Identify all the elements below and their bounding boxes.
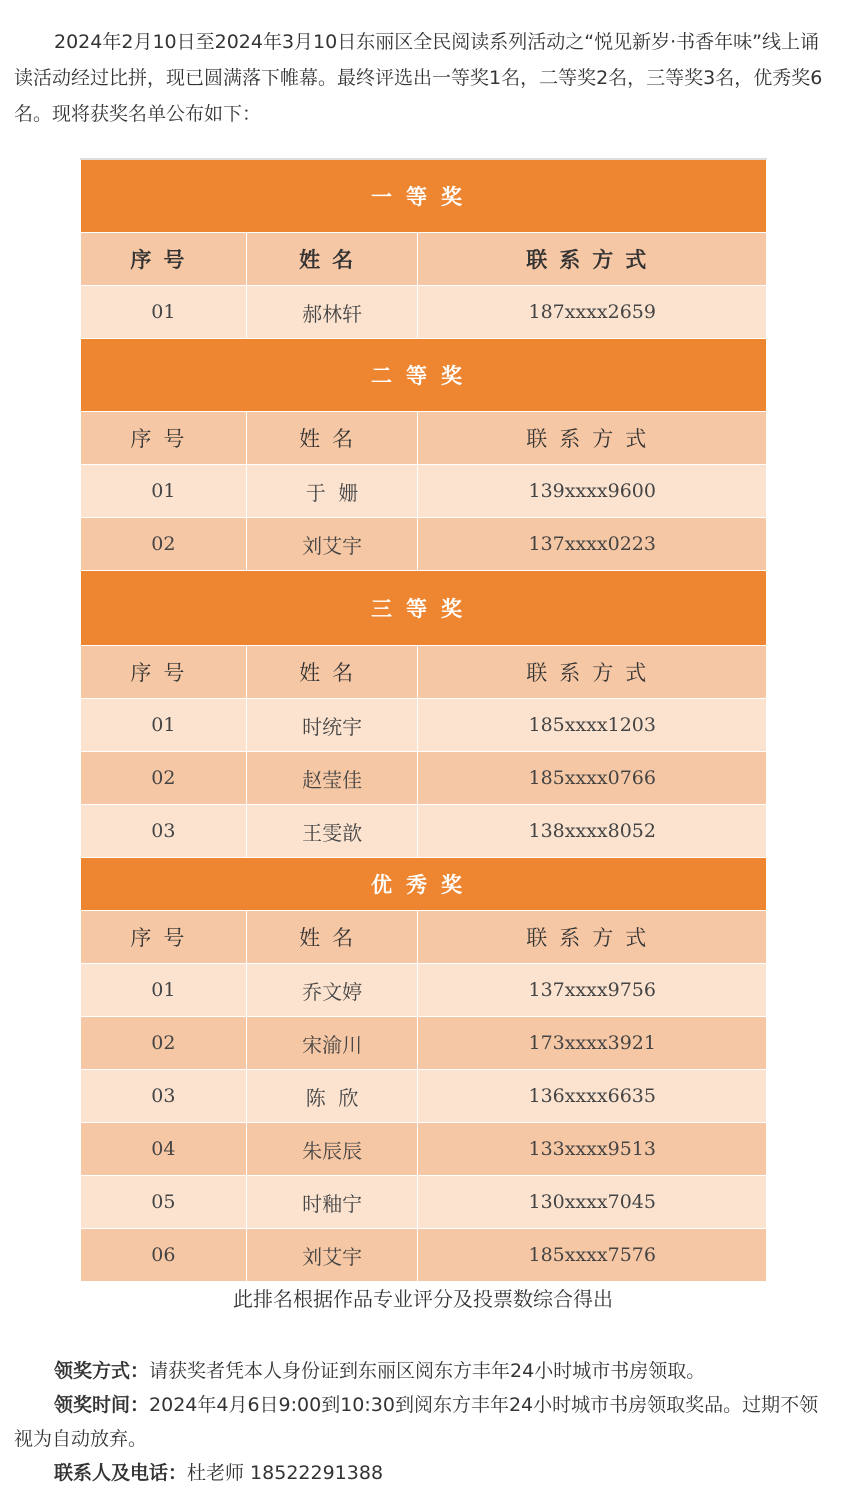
cell-name: 朱辰辰 xyxy=(246,1123,418,1176)
table-row xyxy=(81,699,767,752)
claim-method-label: 领奖方式： xyxy=(54,1360,150,1382)
cell-name: 宋渝川 xyxy=(246,1017,418,1070)
table-header-row xyxy=(81,911,767,964)
table-row xyxy=(81,964,767,1017)
table-row xyxy=(81,1176,767,1229)
header-seq: 序号 xyxy=(81,911,247,964)
cell-contact: 187xxxx2659 xyxy=(418,286,767,339)
header-contact: 联系方式 xyxy=(418,911,767,964)
award-table xyxy=(80,158,767,1282)
header-seq: 序号 xyxy=(81,646,247,699)
section-third-prize xyxy=(81,571,767,646)
cell-name: 乔文婷 xyxy=(246,964,418,1017)
table-row xyxy=(81,1070,767,1123)
cell-seq: 06 xyxy=(81,1229,247,1282)
table-row xyxy=(81,805,767,858)
cell-seq: 02 xyxy=(81,518,247,571)
section-first-prize xyxy=(81,159,767,233)
claim-method-text: 请获奖者凭本人身份证到东丽区阅东方丰年24小时城市书房领取。 xyxy=(149,1360,706,1382)
table-header-row xyxy=(81,412,767,465)
contact-label: 联系人及电话： xyxy=(54,1462,188,1484)
cell-contact: 173xxxx3921 xyxy=(418,1017,767,1070)
header-name: 姓名 xyxy=(246,412,418,465)
cell-seq: 05 xyxy=(81,1176,247,1229)
cell-contact: 133xxxx9513 xyxy=(418,1123,767,1176)
table-row xyxy=(81,286,767,339)
contact-text: 杜老师 18522291388 xyxy=(187,1462,384,1484)
section-title: 二等奖 xyxy=(81,339,767,412)
table-row xyxy=(81,1229,767,1282)
cell-name: 刘艾宇 xyxy=(246,518,418,571)
header-name: 姓名 xyxy=(246,233,418,286)
header-name: 姓名 xyxy=(246,646,418,699)
cell-seq: 02 xyxy=(81,1017,247,1070)
cell-contact: 137xxxx0223 xyxy=(418,518,767,571)
cell-name: 赵莹佳 xyxy=(246,752,418,805)
table-row xyxy=(81,752,767,805)
header-seq: 序号 xyxy=(81,412,247,465)
cell-name: 刘艾宇 xyxy=(246,1229,418,1282)
cell-contact: 138xxxx8052 xyxy=(418,805,767,858)
cell-seq: 01 xyxy=(81,699,247,752)
cell-contact: 137xxxx9756 xyxy=(418,964,767,1017)
cell-seq: 04 xyxy=(81,1123,247,1176)
cell-contact: 139xxxx9600 xyxy=(418,465,767,518)
cell-contact: 185xxxx1203 xyxy=(418,699,767,752)
header-seq: 序号 xyxy=(81,233,247,286)
cell-name: 时统宇 xyxy=(246,699,418,752)
header-name: 姓名 xyxy=(246,911,418,964)
cell-name: 时釉宁 xyxy=(246,1176,418,1229)
cell-contact: 136xxxx6635 xyxy=(418,1070,767,1123)
prize-info xyxy=(14,1354,836,1490)
claim-time-text: 2024年4月6日9:00到10:30到阅东方丰年24小时城市书房领取奖品。过期不领视为自动放弃。 xyxy=(14,1394,819,1450)
cell-name: 王雯歆 xyxy=(246,805,418,858)
claim-method xyxy=(14,1354,836,1388)
table-header-row xyxy=(81,646,767,699)
cell-contact: 185xxxx0766 xyxy=(418,752,767,805)
cell-name: 郝林轩 xyxy=(246,286,418,339)
header-contact: 联系方式 xyxy=(418,233,767,286)
cell-contact: 130xxxx7045 xyxy=(418,1176,767,1229)
cell-name: 于 姗 xyxy=(246,465,418,518)
table-row xyxy=(81,465,767,518)
cell-name: 陈 欣 xyxy=(246,1070,418,1123)
section-title: 一等奖 xyxy=(81,159,767,233)
cell-seq: 01 xyxy=(81,465,247,518)
table-row xyxy=(81,1123,767,1176)
table-header-row xyxy=(81,233,767,286)
cell-seq: 03 xyxy=(81,805,247,858)
section-second-prize xyxy=(81,339,767,412)
claim-time xyxy=(14,1388,836,1456)
section-title: 优秀奖 xyxy=(81,858,767,911)
section-excellence-prize xyxy=(81,858,767,911)
cell-seq: 02 xyxy=(81,752,247,805)
cell-contact: 185xxxx7576 xyxy=(418,1229,767,1282)
header-contact: 联系方式 xyxy=(418,646,767,699)
cell-seq: 03 xyxy=(81,1070,247,1123)
section-title: 三等奖 xyxy=(81,571,767,646)
cell-seq: 01 xyxy=(81,964,247,1017)
table-row xyxy=(81,1017,767,1070)
table-row xyxy=(81,518,767,571)
contact-info xyxy=(14,1456,836,1490)
intro-paragraph: 2024年2月10日至2024年3月10日东丽区全民阅读系列活动之“悦见新岁·书香年味”线上诵读活动经过比拼，现已圆满落下帷幕。最终评选出一等奖1名，二等奖2名，三等奖3名，优秀奖6名。现将获奖名单公布如下： xyxy=(14,31,823,125)
claim-time-label: 领奖时间： xyxy=(54,1394,150,1416)
cell-seq: 01 xyxy=(81,286,247,339)
header-contact: 联系方式 xyxy=(418,412,767,465)
ranking-note: 此排名根据作品专业评分及投票数综合得出 xyxy=(233,1287,613,1311)
